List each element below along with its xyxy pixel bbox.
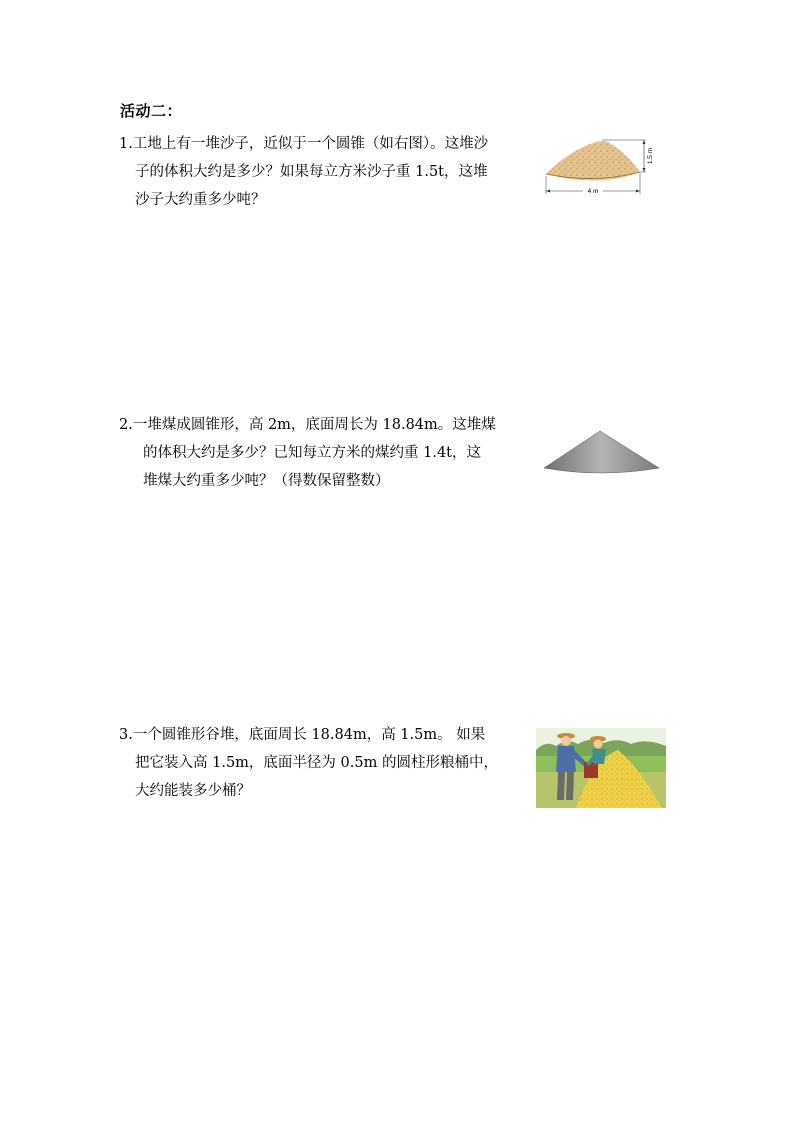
coal-cone-shape bbox=[544, 431, 659, 473]
base-label: 4 m bbox=[587, 188, 599, 195]
problem-2-line-3: 堆煤大约重多少吨？（得数保留整数） bbox=[143, 473, 390, 489]
problem-3-line-1: 3.一个圆锥形谷堆，底面周长 18.84m，高 1.5m。 如果 bbox=[119, 727, 486, 743]
grain-pile-illustration bbox=[536, 728, 666, 808]
grain-bag bbox=[584, 762, 598, 778]
coal-cone-figure bbox=[540, 428, 662, 478]
problem-3 bbox=[119, 721, 529, 805]
problem-1-line-1: 1.工地上有一堆沙子，近似于一个圆锥（如右图）。这堆沙 bbox=[119, 136, 489, 152]
problem-2 bbox=[119, 411, 529, 495]
problem-3-line-3: 大约能装多少桶？ bbox=[135, 783, 251, 799]
sand-cone-figure bbox=[540, 132, 665, 202]
problem-1 bbox=[119, 130, 529, 214]
activity-heading: 活动二： bbox=[120, 102, 183, 120]
problem-2-line-1: 2.一堆煤成圆锥形，高 2m，底面周长为 18.84m。这堆煤 bbox=[119, 417, 496, 433]
height-label: 1.5 m bbox=[647, 147, 654, 165]
problem-3-line-2: 把它装入高 1.5m，底面半径为 0.5m 的圆柱形粮桶中， bbox=[135, 755, 498, 771]
problem-1-line-3: 沙子大约重多少吨？ bbox=[135, 192, 266, 208]
problem-2-line-2: 的体积大约是多少？已知每立方米的煤约重 1.4t，这 bbox=[143, 445, 481, 461]
problem-1-line-2: 子的体积大约是多少？如果每立方米沙子重 1.5t，这堆 bbox=[135, 164, 488, 180]
